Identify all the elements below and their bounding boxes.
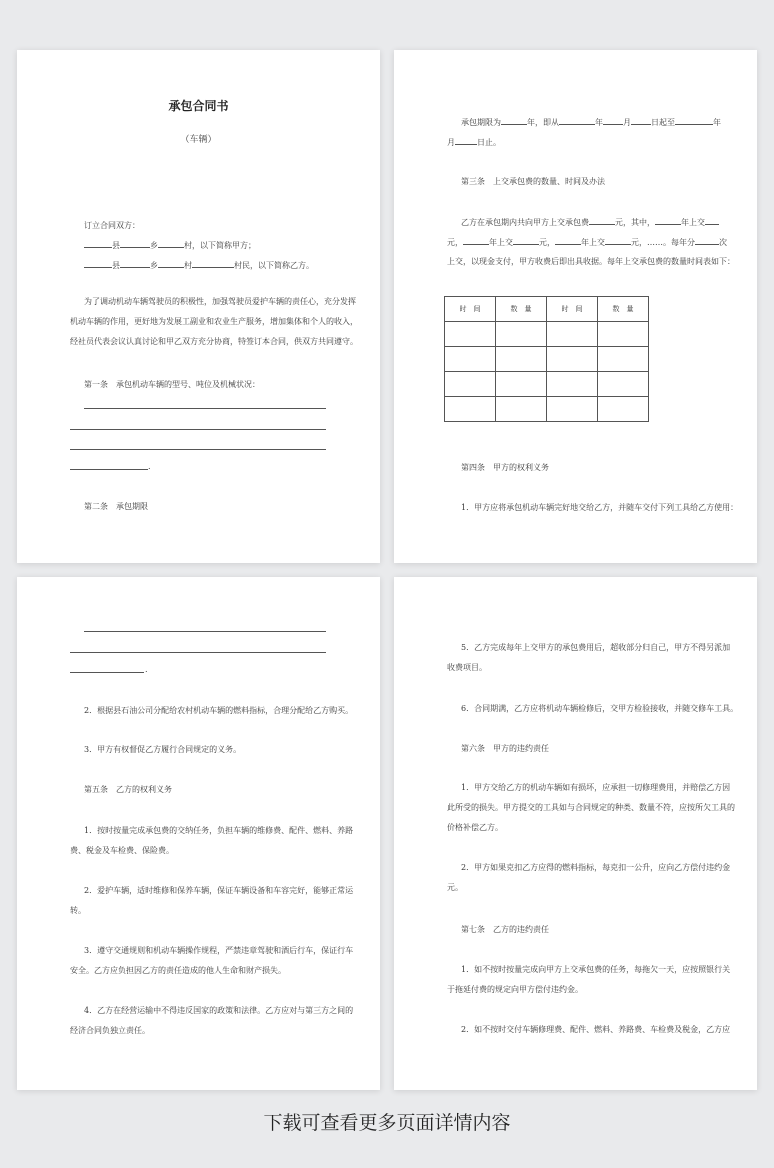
- article-5-item-3-line-2: 安全。乙方应负担因乙方的责任造成的他人生命和财产损失。: [70, 966, 286, 975]
- table-row: [445, 322, 649, 347]
- document-page-1: [17, 50, 380, 563]
- article-4-heading: 第四条 甲方的权利义务: [461, 463, 549, 472]
- table-cell: [547, 322, 598, 347]
- table-header-row: [445, 297, 649, 322]
- preamble-line-2: 机动车辆的作用，更好地为发展工副业和农业生产服务，增加集体和个人的收入，: [70, 317, 358, 326]
- table-cell: [496, 347, 547, 372]
- article-5-item-6: 6．合同期满，乙方应将机动车辆检修后，交甲方检验接收，并随交修车工具。: [461, 704, 739, 713]
- article-6-item-1-line-1: 1．甲方交给乙方的机动车辆如有损坏，应承担一切修理费用，并赔偿乙方因: [461, 783, 731, 792]
- fee-line-1: 乙方在承包期内共向甲方上交承包费 元，其中， 年上交: [461, 216, 719, 228]
- table-cell: [598, 322, 649, 347]
- table-header-cell: 时 间: [547, 297, 598, 322]
- article-7-heading: 第七条 乙方的违约责任: [461, 925, 549, 934]
- document-title: 承包合同书: [168, 99, 229, 113]
- article-5-item-2-line-2: 转。: [70, 906, 86, 915]
- article-6-heading: 第六条 甲方的违约责任: [461, 744, 549, 753]
- article-5-item-3-line-1: 3．遵守交通规则和机动车辆操作规程，严禁违章驾驶和酒后行车，保证行车: [84, 946, 354, 955]
- table-cell: [598, 347, 649, 372]
- table-header-cell: 数 量: [496, 297, 547, 322]
- article-7-item-1-line-2: 于拖延付费的规定向甲方偿付违约金。: [447, 985, 583, 994]
- article-4-item-3: 3．甲方有权督促乙方履行合同规定的义务。: [84, 745, 242, 754]
- fill-line: [84, 408, 326, 409]
- document-page-3: [17, 577, 380, 1090]
- article-4-item-1: 1．甲方应将承包机动车辆完好地交给乙方，并随车交付下列工具给乙方使用：: [461, 503, 739, 512]
- table-cell: [496, 322, 547, 347]
- fill-line-end: .: [148, 462, 151, 471]
- article-6-item-1-line-3: 价格补偿乙方。: [447, 823, 503, 832]
- article-6-item-2-line-1: 2．甲方如果克扣乙方应得的燃料指标，每克扣一公升，应向乙方偿付违约金: [461, 863, 731, 872]
- table-header-cell: 时 间: [445, 297, 496, 322]
- table-cell: [598, 397, 649, 422]
- article-6-item-2-line-2: 元。: [447, 883, 463, 892]
- table-cell: [547, 347, 598, 372]
- preamble-line-3: 经社员代表会议认真讨论和甲乙双方充分协商，特签订本合同，供双方共同遵守。: [70, 337, 358, 346]
- article-2-heading: 第二条 承包期限: [84, 502, 148, 511]
- article-1-heading: 第一条 承包机动车辆的型号、吨位及机械状况：: [84, 380, 260, 389]
- table-cell: [598, 372, 649, 397]
- article-5-item-5-line-1: 5．乙方完成每年上交甲方的承包费用后，超收部分归自己，甲方不得另派加: [461, 643, 731, 652]
- fill-line: [84, 631, 326, 632]
- document-page-4: [394, 577, 757, 1090]
- document-page-2: [394, 50, 757, 563]
- document-subtitle: （车辆）: [180, 135, 217, 145]
- article-5-item-4-line-2: 经济合同负独立责任。: [70, 1026, 150, 1035]
- article-5-heading: 第五条 乙方的权利义务: [84, 785, 172, 794]
- article-5-item-4-line-1: 4．乙方在经营运输中不得违反国家的政策和法律。乙方应对与第三方之间的: [84, 1006, 354, 1015]
- table-cell: [496, 397, 547, 422]
- article-6-item-1-line-2: 此所受的损失。甲方提交的工具如与合同规定的种类、数量不符，应按所欠工具的: [447, 803, 735, 812]
- table-cell: [547, 397, 598, 422]
- table-cell: [445, 322, 496, 347]
- fill-line: [70, 672, 144, 673]
- table-row: [445, 397, 649, 422]
- download-more-caption: 下载可查看更多页面详情内容: [263, 1112, 511, 1134]
- article-5-item-1-line-1: 1．按时按量完成承包费的交纳任务，负担车辆的维修费、配件、燃料、养路: [84, 826, 354, 835]
- article-5-item-2-line-1: 2．爱护车辆，适时维修和保养车辆，保证车辆设备和车容完好，能够正常运: [84, 886, 354, 895]
- fee-line-2: 元， 年上交 元， 年上交 元，……。每年分 次: [447, 238, 727, 247]
- fill-line: [70, 449, 326, 450]
- party-a-line: 县 乡 村，以下简称甲方；: [84, 239, 256, 251]
- table-cell: [547, 372, 598, 397]
- table-cell: [445, 397, 496, 422]
- table-row: [445, 347, 649, 372]
- fill-line: [70, 469, 148, 470]
- article-7-item-2: 2．如不按时交付车辆修理费、配件、燃料、养路费、车检费及税金，乙方应: [461, 1025, 731, 1034]
- table-row: [445, 372, 649, 397]
- table-header-cell: 数 量: [598, 297, 649, 322]
- article-7-item-1-line-1: 1．如不按时按量完成向甲方上交承包费的任务，每拖欠一天，应按照银行关: [461, 965, 731, 974]
- fill-line-end: .: [145, 665, 148, 674]
- article-5-item-5-line-2: 收费项目。: [447, 663, 487, 672]
- fill-line: [70, 429, 326, 430]
- table-cell: [445, 347, 496, 372]
- parties-intro: 订立合同双方：: [84, 221, 140, 230]
- table-cell: [496, 372, 547, 397]
- fee-line-3: 上交，以现金支付，甲方收费后即出具收据。每年上交承包费的数量时间表如下：: [447, 257, 735, 266]
- party-b-line: 县 乡 村 村民，以下简称乙方。: [84, 259, 314, 271]
- preamble-line-1: 为了调动机动车辆驾驶员的积极性，加强驾驶员爱护车辆的责任心，充分发挥: [84, 297, 356, 306]
- table-cell: [445, 372, 496, 397]
- term-line-2: 月 日止。: [447, 138, 501, 147]
- article-5-item-1-line-2: 费、税金及车检费、保险费。: [70, 846, 174, 855]
- article-4-item-2: 2．根据县石油公司分配给农村机动车辆的燃料指标，合理分配给乙方购买。: [84, 706, 354, 715]
- fill-line: [70, 652, 326, 653]
- article-3-heading: 第三条 上交承包费的数量、时间及办法: [461, 177, 605, 186]
- payment-schedule-table: [444, 296, 649, 422]
- term-line-1: 承包期限为 年，即从 年 月 日起至 年: [461, 118, 721, 127]
